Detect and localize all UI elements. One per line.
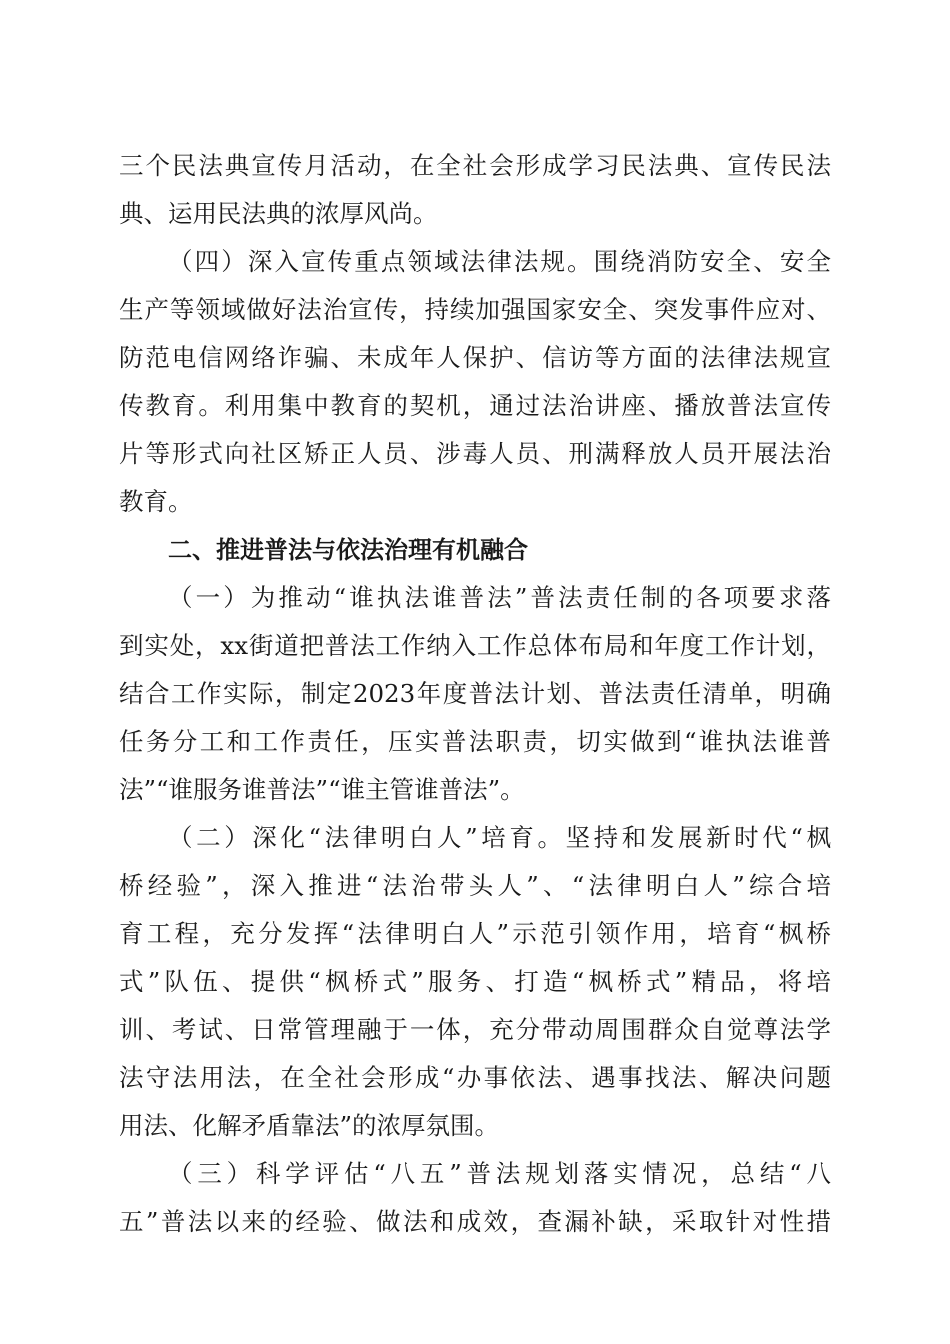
text-line: 任务分工和工作责任，压实普法职责，切实做到“谁执法谁普 xyxy=(119,727,831,756)
text-line: 法守法用法，在全社会形成“办事依法、遇事找法、解决问题 xyxy=(119,1063,831,1092)
text-line: 式”队伍、提供“枫桥式”服务、打造“枫桥式”精品，将培 xyxy=(119,967,831,996)
text-line: 法”“谁服务谁普法”“谁主管谁普法”。 xyxy=(119,775,525,804)
text-line: 教育。 xyxy=(119,487,193,516)
text-line: 桥经验”，深入推进“法治带头人”、“法律明白人”综合培 xyxy=(119,871,831,900)
section-heading: 二、推进普法与依法治理有机融合 xyxy=(168,536,528,564)
paragraph-start-line: （三）科学评估“八五”普法规划落实情况，总结“八 xyxy=(168,1159,831,1188)
document-body xyxy=(119,142,831,1246)
text-line: 训、考试、日常管理融于一体，充分带动周围群众自觉尊法学 xyxy=(119,1015,831,1044)
text-line: 传教育。利用集中教育的契机，通过法治讲座、播放普法宣传 xyxy=(119,391,831,420)
paragraph-start-line: （一）为推动“谁执法谁普法”普法责任制的各项要求落 xyxy=(168,583,831,612)
paragraph-start-line: （四）深入宣传重点领域法律法规。围绕消防安全、安全 xyxy=(168,247,831,276)
text-line: 用法、化解矛盾靠法”的浓厚氛围。 xyxy=(119,1111,500,1140)
text-line: 结合工作实际，制定2023年度普法计划、普法责任清单，明确 xyxy=(119,679,831,708)
text-line: 三个民法典宣传月活动，在全社会形成学习民法典、宣传民法 xyxy=(119,151,831,180)
paragraph-start-line: （二）深化“法律明白人”培育。坚持和发展新时代“枫 xyxy=(168,823,831,852)
text-line: 生产等领域做好法治宣传，持续加强国家安全、突发事件应对、 xyxy=(119,295,831,324)
text-line: 育工程，充分发挥“法律明白人”示范引领作用，培育“枫桥 xyxy=(119,919,831,948)
text-line: 片等形式向社区矫正人员、涉毒人员、刑满释放人员开展法治 xyxy=(119,439,831,468)
text-line: 典、运用民法典的浓厚风尚。 xyxy=(119,199,438,228)
text-line: 防范电信网络诈骗、未成年人保护、信访等方面的法律法规宣 xyxy=(119,343,831,372)
text-line: 五”普法以来的经验、做法和成效，查漏补缺，采取针对性措 xyxy=(119,1207,831,1236)
text-line: 到实处，xx街道把普法工作纳入工作总体布局和年度工作计划， xyxy=(119,631,831,660)
